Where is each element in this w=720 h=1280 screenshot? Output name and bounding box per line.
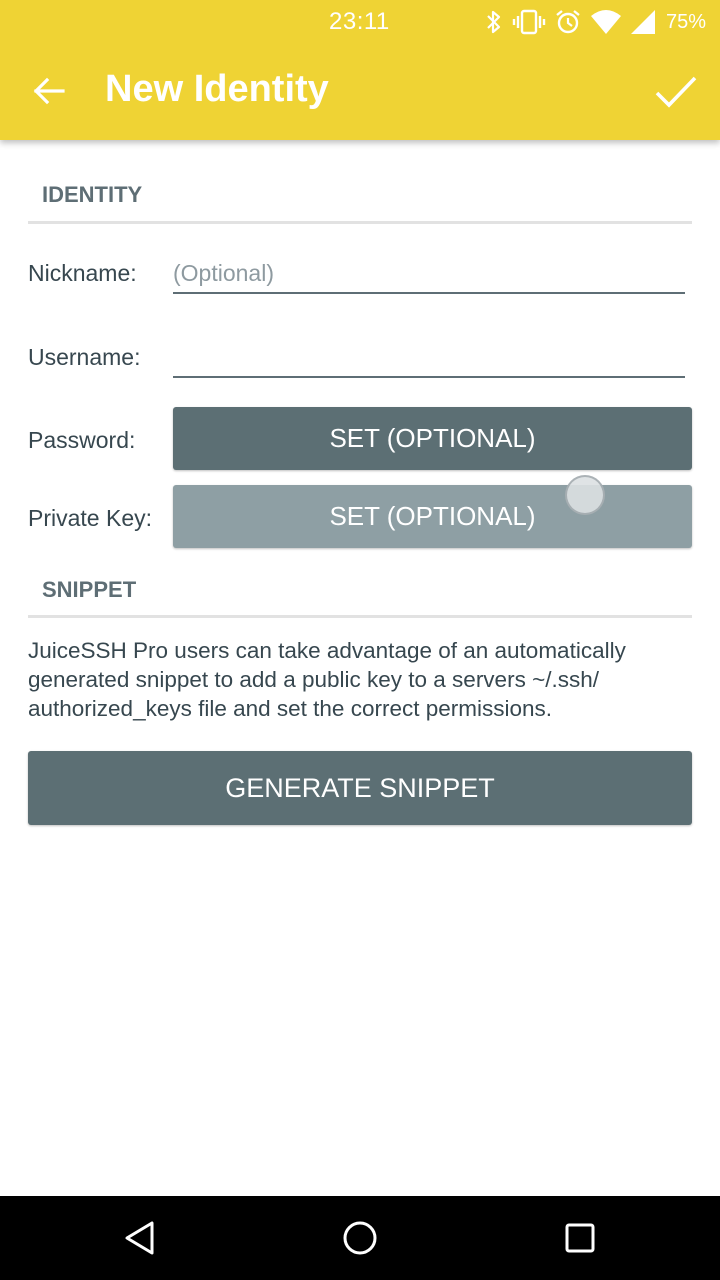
nickname-input[interactable]: [173, 254, 685, 294]
section-title-snippet: SNIPPET: [42, 577, 137, 602]
alarm-icon: [554, 8, 582, 36]
back-triangle-icon: [123, 1220, 157, 1256]
nav-back-button[interactable]: [110, 1208, 170, 1268]
page-title: New Identity: [105, 68, 329, 110]
signal-icon: [630, 9, 656, 35]
snippet-description: JuiceSSH Pro users can take advantage of an automatically generated snippet to add a public key to a servers ~/.ssh/ authorized_keys file and set the correct permissions.: [28, 638, 626, 721]
recents-square-icon: [564, 1222, 596, 1254]
back-button[interactable]: [22, 64, 76, 118]
section-title-identity: IDENTITY: [42, 182, 143, 207]
set-private-key-button[interactable]: SET (OPTIONAL): [173, 485, 692, 548]
username-label: Username:: [28, 344, 141, 370]
status-bar: [0, 0, 720, 44]
username-input[interactable]: [173, 338, 685, 378]
touch-ripple: [565, 475, 605, 515]
status-icons: [484, 6, 706, 38]
bluetooth-icon: [484, 9, 504, 35]
private-key-label: Private Key:: [28, 505, 152, 531]
navigation-bar: [0, 1196, 720, 1280]
wifi-icon: [590, 9, 622, 35]
nav-home-button[interactable]: [330, 1208, 390, 1268]
check-icon: [654, 75, 698, 109]
section-header-snippet: [28, 577, 692, 618]
section-header-identity: [28, 182, 692, 224]
app-bar: [0, 0, 720, 140]
arrow-left-icon: [33, 77, 65, 105]
password-label: Password:: [28, 427, 136, 453]
save-button[interactable]: [646, 62, 706, 122]
generate-snippet-button[interactable]: GENERATE SNIPPET: [28, 751, 692, 825]
nav-recents-button[interactable]: [550, 1208, 610, 1268]
home-circle-icon: [342, 1220, 378, 1256]
vibrate-icon: [512, 9, 546, 35]
set-password-button[interactable]: SET (OPTIONAL): [173, 407, 692, 470]
status-time: 23:11: [329, 8, 390, 35]
nickname-label: Nickname:: [28, 260, 137, 286]
battery-percent: 75%: [665, 10, 706, 33]
